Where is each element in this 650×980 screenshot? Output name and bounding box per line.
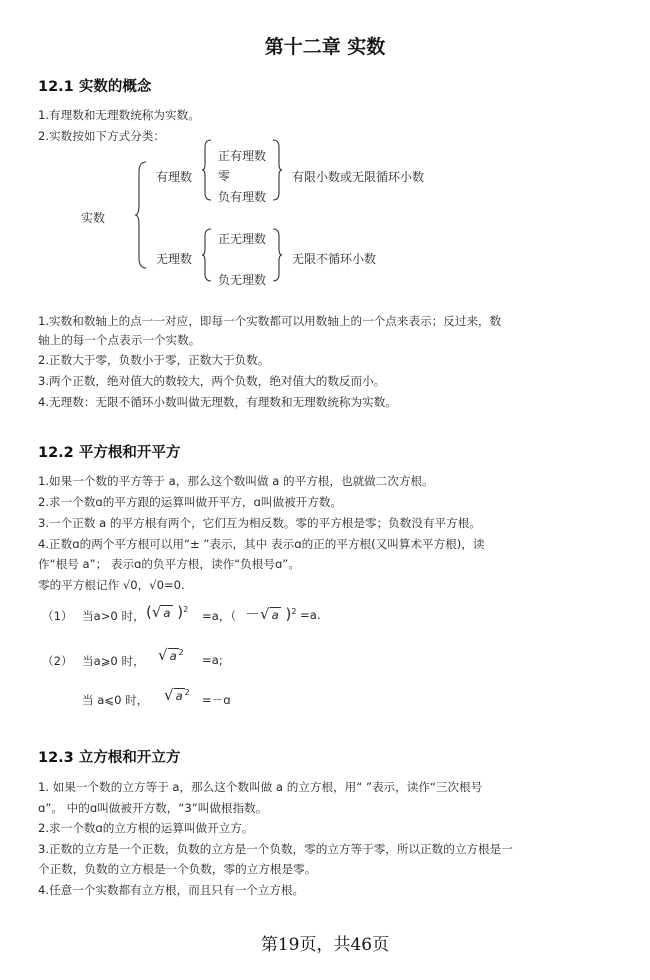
case-text: 当a⩾0 时， (82, 654, 145, 668)
rational-close-brace-icon (271, 138, 283, 202)
paragraph-line: 3.两个正数，绝对值大的数较大，两个负数，绝对值大的数反而小。 (38, 374, 386, 388)
tree-item: 负无理数 (218, 273, 267, 287)
paragraph-line: 2.实数按如下方式分类： (38, 129, 165, 143)
paragraph-line: 1.有理数和无理数统称为实数。 (38, 108, 200, 122)
paragraph-line: 2.正数大于零，负数小于零，正数大于负数。 (38, 353, 270, 367)
tree-item: 负有理数 (218, 190, 267, 204)
tree-root-label: 实数 (81, 211, 106, 225)
radicand: a (169, 649, 177, 663)
page-title: 第十二章 实数 (264, 36, 386, 58)
tree-item: 零 (218, 169, 231, 183)
section-heading-12-3: 12.3 立方根和开立方 (38, 750, 181, 766)
sqrt-expression: (√ a )$^2$ (146, 603, 189, 621)
sqrt-expression: √ a $^2$ (158, 646, 184, 664)
radicand: a (271, 608, 279, 622)
case-text: 当a>0 时， (82, 609, 145, 623)
paragraph-line: 1.实数和数轴上的点一一对应，即每一个实数都可以用数轴上的一个点来表示；反过来，数 (38, 314, 502, 328)
paragraph-line: 轴上的每一个点表示一个实数。 (38, 333, 201, 347)
case-text: =a. (300, 608, 321, 622)
tree-rational-label: 有理数 (156, 170, 193, 184)
rational-brace-icon (201, 138, 213, 202)
sqrt-icon: √ (151, 603, 162, 621)
section-heading-12-1: 12.1 实数的概念 (38, 79, 152, 95)
section-heading-12-2: 12.2 平方根和开平方 (38, 445, 181, 461)
paragraph-line: 作“根号 a”； 表示ɑ的负平方根，读作“负根号ɑ”。 (38, 557, 300, 571)
paragraph-line: 2.求一个数ɑ的立方根的运算叫做开立方。 (38, 821, 254, 835)
root-brace-icon (134, 160, 148, 270)
paragraph-line: 3.正数的立方是一个正数，负数的立方是一个负数，零的立方等于零，所以正数的立方根是一 (38, 842, 513, 856)
sqrt-icon: √ (158, 646, 168, 664)
case-text: =a，（ (202, 609, 237, 623)
radicand: a (175, 689, 183, 703)
paragraph-line: 零的平方根记作 √0，√0=0. (38, 578, 185, 592)
sqrt-expression: －√ a )$^2$ (245, 605, 297, 623)
tree-note: 有限小数或无限循环小数 (292, 170, 425, 184)
irrational-close-brace-icon (271, 227, 283, 283)
paragraph-line: 1. 如果一个数的立方等于 a，那么这个数叫做 a 的立方根，用“ ”表示，读作“三次根号 (38, 780, 483, 794)
paragraph-line: 4.任意一个实数都有立方根，而且只有一个立方根。 (38, 883, 305, 897)
case-text: =a; (202, 653, 223, 667)
sqrt-icon: √ (164, 686, 174, 704)
paragraph-line: 2.求一个数ɑ的平方跟的运算叫做开平方，ɑ叫做被开方数。 (38, 495, 343, 509)
case-text: 当 a⩽0 时， (82, 693, 149, 707)
tree-irrational-label: 无理数 (156, 252, 193, 266)
radicand: a (163, 606, 171, 620)
case-label: （1） (42, 609, 73, 623)
tree-item: 正无理数 (218, 232, 267, 246)
paragraph-line: 1.如果一个数的平方等于 a，那么这个数叫做 a 的平方根，也就做二次方根。 (38, 474, 434, 488)
paragraph-line: 个正数，负数的立方根是一个负数，零的立方根是零。 (38, 862, 317, 876)
tree-note: 无限不循环小数 (292, 252, 377, 266)
page-footer: 第19页，共46页 (260, 935, 390, 955)
tree-item: 正有理数 (218, 149, 267, 163)
sqrt-expression: √ a $^2$ (164, 686, 190, 704)
paragraph-line: 4.正数ɑ的两个平方根可以用“± ”表示，其中 表示ɑ的正的平方根(又叫算术平方根)，读 (38, 537, 485, 551)
paragraph-line: ɑ”。 中的ɑ叫做被开方数，“3”叫做根指数。 (38, 801, 268, 815)
case-text: =－ɑ (202, 693, 231, 707)
sqrt-icon: √ (260, 605, 270, 623)
case-label: （2） (42, 654, 73, 668)
paragraph-line: 3.一个正数 a 的平方根有两个，它们互为相反数。零的平方根是零；负数没有平方根。 (38, 516, 481, 530)
irrational-brace-icon (201, 227, 213, 283)
paragraph-line: 4.无理数：无限不循环小数叫做无理数，有理数和无理数统称为实数。 (38, 395, 397, 409)
